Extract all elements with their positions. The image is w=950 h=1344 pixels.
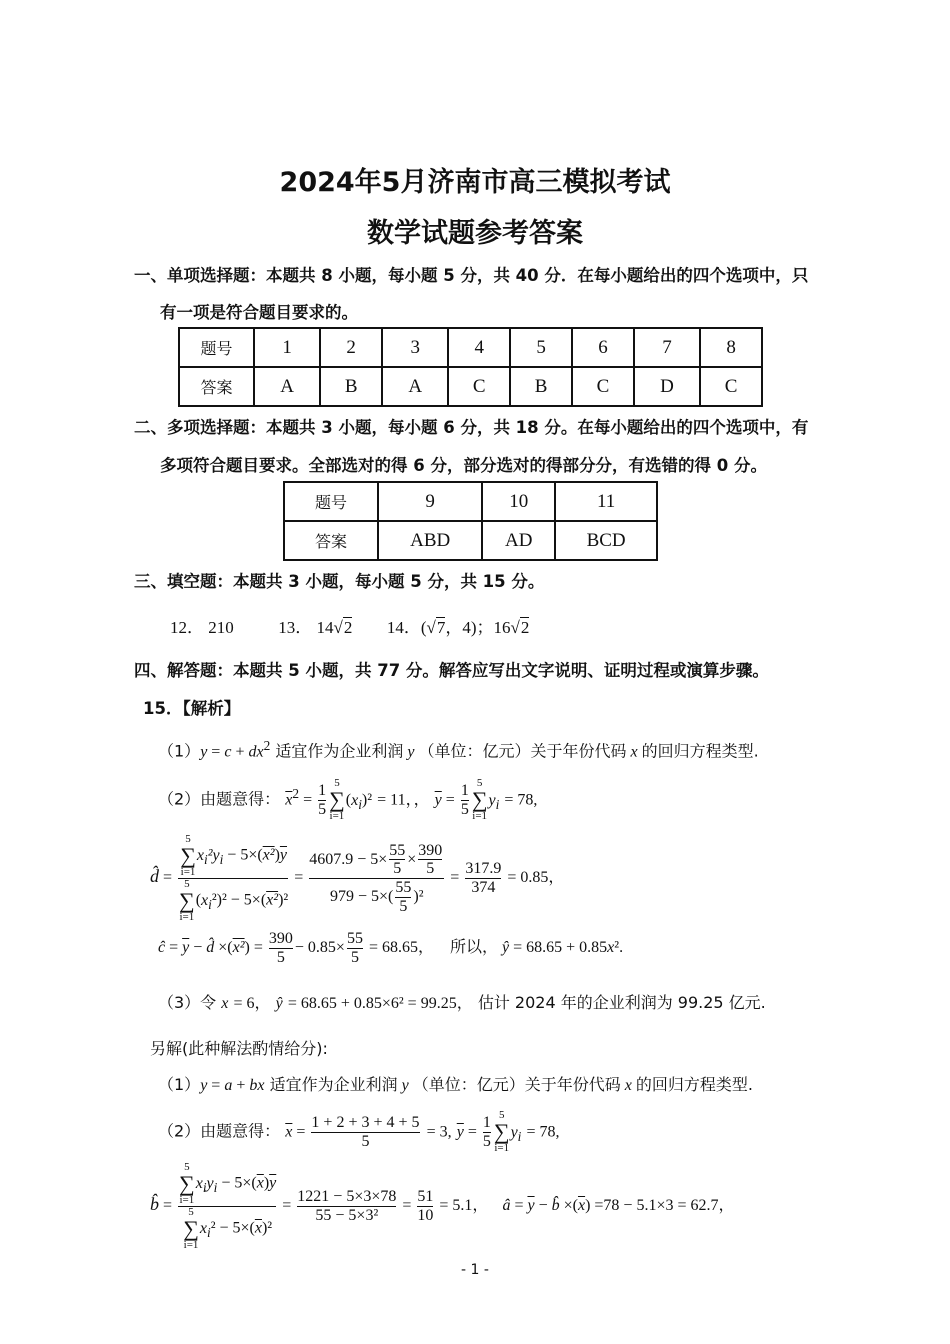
- document-title: 2024年5月济南市高三模拟考试: [279, 167, 671, 198]
- frac-den: 5: [389, 859, 405, 878]
- q13-number: 13．: [278, 618, 313, 637]
- fill-in-answers: 12． 210 13． 14√2 14．(√7，4)；16√2: [170, 618, 530, 637]
- table-cell: 1: [254, 328, 320, 367]
- table-cell: 2: [320, 328, 382, 367]
- part-prefix: （1）: [158, 741, 201, 761]
- frac-den: 5: [418, 859, 442, 878]
- section2-heading-cont: 多项符合题目要求。全部选对的得 6 分，部分选对的得部分分，有选错的得 0 分。: [160, 456, 767, 475]
- frac-den: 5: [269, 948, 293, 967]
- part2-line: （2）由题意得： $\overline{x}^2$ = $\frac{1}{5}$ 5 ∑ $i=1(x_i)^2 = 11$，， $\overline{y}$ = $\frac{1}{5}$ 5 ∑ $i=1y_i = 78$,: [158, 777, 538, 822]
- frac-num: 55: [346, 930, 363, 947]
- q14-number: 14．: [386, 618, 421, 637]
- part-prefix: （3）令: [158, 993, 217, 1012]
- c-mid: − 0.85×: [294, 938, 345, 956]
- y-bar-value: = 78,: [526, 1123, 560, 1141]
- frac-num: 55: [389, 841, 406, 859]
- c-hat-formula: ĉ = $\overline{y}$ − d̂ ×(x²) = $\frac{390}{5}$ − 0.85× $\frac{55}{5}$ = 68.65， 所以， ŷ = 68.65 + 0.85x².: [158, 930, 624, 966]
- section2-heading: 二、多项选择题：本题共 3 小题，每小题 6 分，共 18 分。在每小题给出的四个选项中，有: [134, 418, 809, 437]
- q12-number: 12．: [170, 618, 204, 637]
- d-numerator: 4607.9 − 5×: [309, 850, 388, 868]
- d-denominator: 979 − 5×(: [330, 887, 394, 905]
- frac-num: 390: [418, 841, 443, 859]
- frac-num: 51: [417, 1188, 434, 1206]
- regression-eq: = 68.65 + 0.85: [513, 938, 608, 956]
- section1-heading: 一、单项选择题：本题共 8 小题，每小题 5 分，共 40 分．在每小题给出的四个选项中，只: [134, 266, 809, 285]
- table-header-label: 题号: [284, 482, 378, 521]
- part-prefix: （2）由题意得：: [158, 789, 281, 809]
- q12-answer: 210: [208, 618, 234, 637]
- section1-heading-cont: 有一项是符合题目要求的。: [160, 303, 358, 322]
- frac-den: 5: [347, 948, 363, 967]
- alt1-text3: 的回归方程类型.: [635, 1075, 753, 1094]
- table-cell: C: [700, 367, 762, 406]
- frac-num: 390: [268, 930, 293, 947]
- part-prefix: （2）由题意得：: [158, 1121, 281, 1141]
- table-cell: 4: [448, 328, 510, 367]
- table-answer-label: 答案: [179, 367, 254, 406]
- section3-heading: 三、填空题：本题共 3 小题，每小题 5 分，共 15 分。: [134, 572, 545, 591]
- table-cell: B: [510, 367, 572, 406]
- q14-radicand: 7: [436, 618, 446, 637]
- q13-radicand: 2: [343, 618, 353, 637]
- q14-radicand-2: 2: [520, 618, 530, 637]
- frac-den: 5: [395, 897, 411, 916]
- table-header-label: 题号: [179, 328, 254, 367]
- x2-bar-value: = 11，，: [377, 791, 430, 809]
- estimate-text: 估计 2024 年的企业利润为 99.25 亿元.: [477, 993, 766, 1012]
- alt1-text2: （单位：亿元）关于年份代码: [412, 1075, 621, 1094]
- x-bar-value: = 3,: [426, 1123, 452, 1141]
- table-cell: 8: [700, 328, 762, 367]
- table-cell: 10: [482, 482, 555, 521]
- table-cell: C: [448, 367, 510, 406]
- alt-solution-label: 另解(此种解法酌情给分):: [150, 1039, 328, 1058]
- frac-den: 55 − 5×3²: [297, 1206, 396, 1225]
- x-value: = 6，: [233, 995, 271, 1012]
- table-cell: A: [254, 367, 320, 406]
- table-cell: 9: [378, 482, 482, 521]
- part1-text: 适宜作为企业利润: [275, 741, 404, 761]
- table-cell: 5: [510, 328, 572, 367]
- table-cell: AD: [482, 521, 555, 560]
- a-result: =78 − 5.1×3 = 62.7，: [594, 1197, 735, 1215]
- q14-coef: 16: [493, 618, 511, 637]
- answer-table-1: [178, 327, 763, 407]
- alt-part1-line: （1）y = a + bx 适宜作为企业利润 y （单位：亿元）关于年份代码 x 的回归方程类型.: [158, 1075, 753, 1094]
- table-answer-label: 答案: [284, 521, 378, 560]
- table-cell: 7: [634, 328, 700, 367]
- alt-part2-line: （2）由题意得： $\overline{x}$ = $\frac{1 + 2 + 3 + 4 + 5}{5}$ = 3, $\overline{y}$ = $\frac{1}{5}$ 5 ∑ $i=1y_i = 78$,: [158, 1109, 560, 1154]
- table-cell: A: [382, 367, 448, 406]
- table-cell: C: [572, 367, 634, 406]
- table-cell: 3: [382, 328, 448, 367]
- table-cell: ABD: [378, 521, 482, 560]
- d-hat-formula: d̂ = 5 ∑ $i=1x_i^2y_i - 5\times(x^2)\overline{y}$ 5 ∑ $i=1(x_i^2)^2 - 5\times(x^2)^2$ = 4607.9 − 5× $\frac{55}{5}$ × $\frac{390}{5}$ 979 − 5×( $\frac{55}{5}$ )² = $\frac{317.9}{374}$ = 0.85，: [150, 833, 565, 923]
- d-result: = 0.85，: [507, 869, 565, 887]
- b-result: = 5.1，: [439, 1197, 489, 1215]
- q14-rest: ，4)；: [445, 618, 494, 637]
- table-cell: BCD: [555, 521, 657, 560]
- frac-num: 55: [395, 879, 412, 896]
- b-hat-formula: b̂ = 5 ∑ $i=1x_iy_i - 5\times(\overline{x})\overline{y}$ 5 ∑ $i=1x_i^2 - 5\times(\overline{x})^2$ = $\frac{1221 - 5\times 3\times 78}{\text{55 − 5×3²}}$ = $\frac{51}{10}$ = 5.1， â = $\overline{y}$ − b̂ $\times(\overline{x}) =78 - 5.1\times 3 = 62.7$，: [150, 1161, 735, 1251]
- part1-line: $(1)y = c + dx^2$ 适宜作为企业利润 y （单位：亿元）关于年份代码 x 的回归方程类型.: [158, 738, 759, 761]
- document-subtitle: 数学试题参考答案: [367, 218, 583, 249]
- q13-coef: 14: [316, 618, 334, 637]
- table-cell: B: [320, 367, 382, 406]
- frac-den: 5: [311, 1132, 419, 1151]
- table-cell: 6: [572, 328, 634, 367]
- part1-text2: （单位：亿元）关于年份代码: [418, 741, 627, 761]
- section4-heading: 四、解答题：本题共 5 小题，共 77 分。解答应写出文字说明、证明过程或演算步骤。: [134, 661, 769, 680]
- frac-num: 317.9: [465, 860, 502, 878]
- answer-table-2: [283, 481, 658, 561]
- frac-num: 1221 − 5×3×78: [297, 1188, 397, 1206]
- y-calc: = 68.65 + 0.85×6² = 99.25，: [287, 995, 473, 1012]
- part-prefix: （1）: [158, 1075, 201, 1094]
- q15-label: 15．【解析】: [143, 699, 241, 718]
- part1-text3: 的回归方程类型.: [641, 741, 759, 761]
- y-bar-value: = 78,: [504, 791, 538, 809]
- frac-den: 374: [465, 878, 501, 897]
- table-cell: 11: [555, 482, 657, 521]
- alt1-text: 适宜作为企业利润: [269, 1075, 398, 1094]
- frac-num: 1 + 2 + 3 + 4 + 5: [311, 1113, 420, 1131]
- so-text: 所以，: [449, 936, 498, 956]
- part3-line: （3）令 x = 6， ŷ = 68.65 + 0.85×6² = 99.25， 估计 2024 年的企业利润为 99.25 亿元.: [158, 993, 766, 1012]
- c-result: = 68.65，: [368, 938, 434, 956]
- page-number: - 1 -: [461, 1262, 489, 1278]
- frac-den: 10: [417, 1207, 434, 1224]
- c-eq: =: [253, 938, 267, 956]
- table-cell: D: [634, 367, 700, 406]
